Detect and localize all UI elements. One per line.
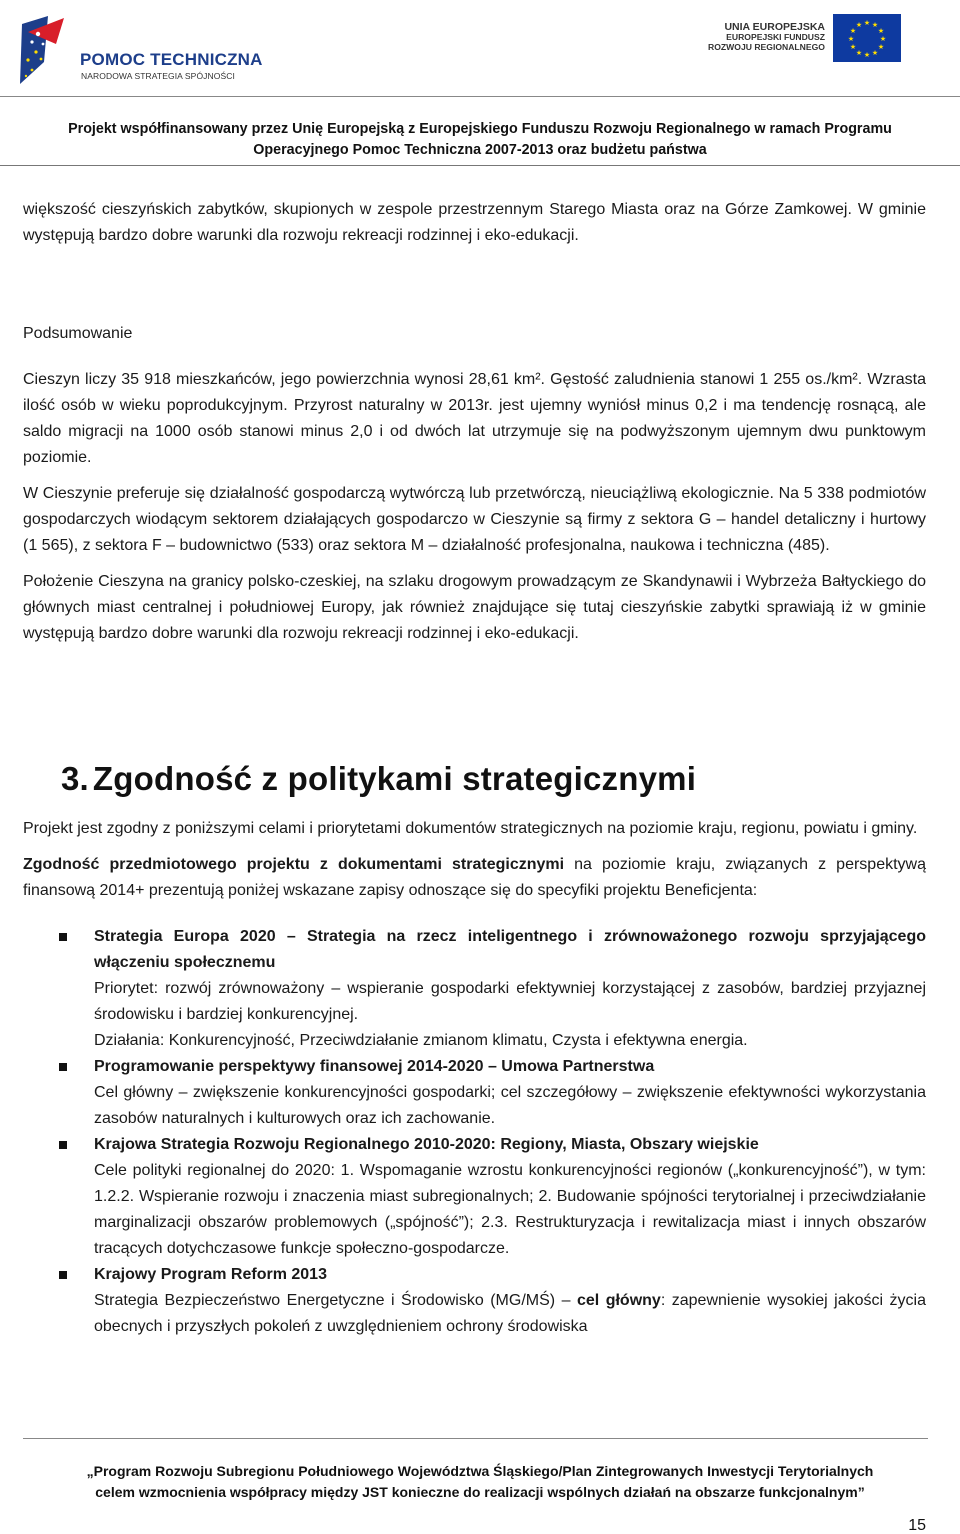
list-item-line: Cel główny – zwiększenie konkurencyjności gospodarki; cel szczegółowy – zwiększenie efektywności wykorzystania zasobów naturalnych i kulturowych oraz ich zachowanie. <box>94 1084 926 1127</box>
pomoc-techniczna-emblem-icon <box>14 14 74 88</box>
eu-line-2: EUROPEJSKI FUNDUSZ <box>726 32 825 42</box>
svg-text:★: ★ <box>863 51 871 59</box>
list-item-text: Strategia Bezpieczeństwo Energetyczne i Środowisko (MG/MŚ) – <box>94 1292 577 1309</box>
section-3-body <box>23 816 926 1340</box>
list-item <box>23 1132 926 1262</box>
intro-paragraph: większość cieszyńskich zabytków, skupionych w zespole przestrzennym Starego Miasta oraz na Górze Zamkowej. W gminie występują bardzo dobre warunki dla rozwoju rekreacji rodzinnej i eko-edukacji. <box>23 201 926 244</box>
list-item-line <box>94 1288 926 1340</box>
pomoc-techniczna-logo <box>14 14 263 88</box>
list-item <box>23 1262 926 1340</box>
logo-title: POMOC TECHNICZNA <box>80 50 263 69</box>
svg-text:★: ★ <box>863 19 871 27</box>
list-item-text: : zapewnienie wysokiej jakości życia obecnych i przyszłych pokoleń z uwzględnieniem ochrony środowiska <box>94 1292 926 1335</box>
bullet-square-icon <box>59 1063 67 1071</box>
summary-paragraph-3: Położenie Cieszyna na granicy polsko-czeskiej, na szlaku drogowym prowadzącym ze Skandynawii i Wybrzeża Bałtyckiego do głównych miast centralnej i południowej Europy, jak również znajdujące się tutaj cieszyńskie zabytki sprawiają iż w gminie występują bardzo dobre warunki dla rozwoju rekreacji rodzinnej i eko-edukacji. <box>23 573 926 642</box>
section-intro-paragraph: Projekt jest zgodny z poniższymi celami i priorytetami dokumentów strategicznych na poziomie kraju, regionu, powiatu i gminy. <box>23 820 918 837</box>
svg-text:★: ★ <box>877 43 885 51</box>
section-number: 3. <box>61 760 89 797</box>
eu-line-1: UNIA EUROPEJSKA <box>724 21 825 33</box>
section-heading <box>61 760 696 798</box>
section-title: Zgodność z politykami strategicznymi <box>92 760 697 797</box>
svg-text:★: ★ <box>871 21 879 29</box>
intro-section <box>23 197 926 249</box>
eu-line-3: ROZWOJU REGIONALNEGO <box>708 42 825 52</box>
summary-heading: Podsumowanie <box>23 325 133 342</box>
eu-logo-text <box>690 22 825 52</box>
svg-text:★: ★ <box>879 35 887 43</box>
list-item-title: Krajowy Program Reform 2013 <box>94 1266 327 1283</box>
bullet-square-icon <box>59 933 67 941</box>
header-divider <box>0 96 960 97</box>
summary-section <box>23 321 926 647</box>
logo-subtitle: NARODOWA STRATEGIA SPÓJNOŚCI <box>81 71 235 81</box>
list-item-title: Strategia Europa 2020 – Strategia na rzecz inteligentnego i zrównoważonego rozwoju sprzyjającego włączeniu społecznemu <box>94 928 926 971</box>
svg-text:★: ★ <box>877 27 885 35</box>
eu-flag-icon <box>833 14 901 62</box>
summary-paragraph-1: Cieszyn liczy 35 918 mieszkańców, jego powierzchnia wynosi 28,61 km². Gęstość zaludnienia stanowi 1 255 os./km². Wzrasta ilość osób w wieku poprodukcyjnym. Przyrost naturalny w 2013r. jest ujemny wyniósł minus 0,2 i ma tendencję rosnącą, ale saldo migracji na 1000 osób stanowi minus 2,0 i od dwóch lat utrzymuje się na podwyższonym ujemnym dwu punktowym poziomie. <box>23 371 926 466</box>
list-item-line: Priorytet: rozwój zrównoważony – wspieranie gospodarki efektywniej korzystającej z zasobów, bardziej przyjaznej środowisku i bardziej konkurencyjnej. <box>94 980 926 1023</box>
project-funding-line-1: Projekt współfinansowany przez Unię Europejską z Europejskiego Funduszu Rozwoju Regionalnego w ramach Programu <box>68 121 892 137</box>
page-header <box>0 0 960 167</box>
compliance-bold-text: Zgodność przedmiotowego projektu z dokumentami strategicznymi <box>23 856 565 873</box>
footer-line-1: „Program Rozwoju Subregionu Południowego Województwa Śląskiego/Plan Zintegrowanych Inwestycji Terytorialnych <box>86 1463 874 1479</box>
svg-text:★: ★ <box>855 21 863 29</box>
svg-text:★: ★ <box>849 27 857 35</box>
svg-text:★: ★ <box>847 35 855 43</box>
svg-text:★: ★ <box>871 49 879 57</box>
footer-divider <box>23 1438 928 1439</box>
list-item-title: Programowanie perspektywy finansowej 2014-2020 – Umowa Partnerstwa <box>94 1058 655 1075</box>
bullet-square-icon <box>59 1271 67 1279</box>
bullet-square-icon <box>59 1141 67 1149</box>
strategy-list <box>23 924 926 1340</box>
footer-line-2: celem wzmocnienia współpracy między JST konieczne do realizacji wspólnych działań na obszarze funkcjonalnym” <box>95 1484 865 1500</box>
header-divider-bottom <box>0 165 960 166</box>
list-item-bold-text: cel główny <box>576 1292 661 1309</box>
svg-text:★: ★ <box>849 43 857 51</box>
list-item-line: Działania: Konkurencyjność, Przeciwdziałanie zmianom klimatu, Czysta i efektywna energia. <box>94 1032 748 1049</box>
list-item <box>23 924 926 1054</box>
svg-text:★: ★ <box>855 49 863 57</box>
compliance-text: na poziomie kraju, związanych z perspektywą finansową 2014+ prezentują poniżej wskazane zapisy odnoszące się do specyfiki projektu Beneficjenta: <box>23 856 926 899</box>
section-compliance-paragraph <box>23 852 926 904</box>
summary-paragraph-2: W Cieszynie preferuje się działalność gospodarczą wytwórczą lub przetwórczą, nieuciążliwą ekologicznie. Na 5 338 podmiotów gospodarczych wiodącym sektorem działających gospodarczo w Cieszynie są firmy z sektora G – handel detaliczny i hurtowy (1 565), z sektora F – budownictwo (533) oraz sektora M – działalność profesjonalna, naukowa i techniczna (485). <box>23 485 926 554</box>
page-number: 15 <box>908 1517 926 1534</box>
eu-logo <box>690 14 915 64</box>
project-funding-line-2: Operacyjnego Pomoc Techniczna 2007-2013 oraz budżetu państwa <box>253 142 707 158</box>
list-item <box>23 1054 926 1132</box>
list-item-line: Cele polityki regionalnej do 2020: 1. Wspomaganie wzrostu konkurencyjności regionów („konkurencyjność”), w tym: 1.2.2. Wspieranie rozwoju i znaczenia miast subregionalnych; 2. Budowanie spójności terytorialnej i przeciwdziałanie marginalizacji obszarów problemowych („spójność”); 2.3. Restrukturyzacja i rewitalizacja miast i innych obszarów tracących dotychczasowe funkcje społeczno-gospodarcze. <box>94 1162 926 1257</box>
list-item-title: Krajowa Strategia Rozwoju Regionalnego 2010-2020: Regiony, Miasta, Obszary wiejskie <box>94 1136 759 1153</box>
